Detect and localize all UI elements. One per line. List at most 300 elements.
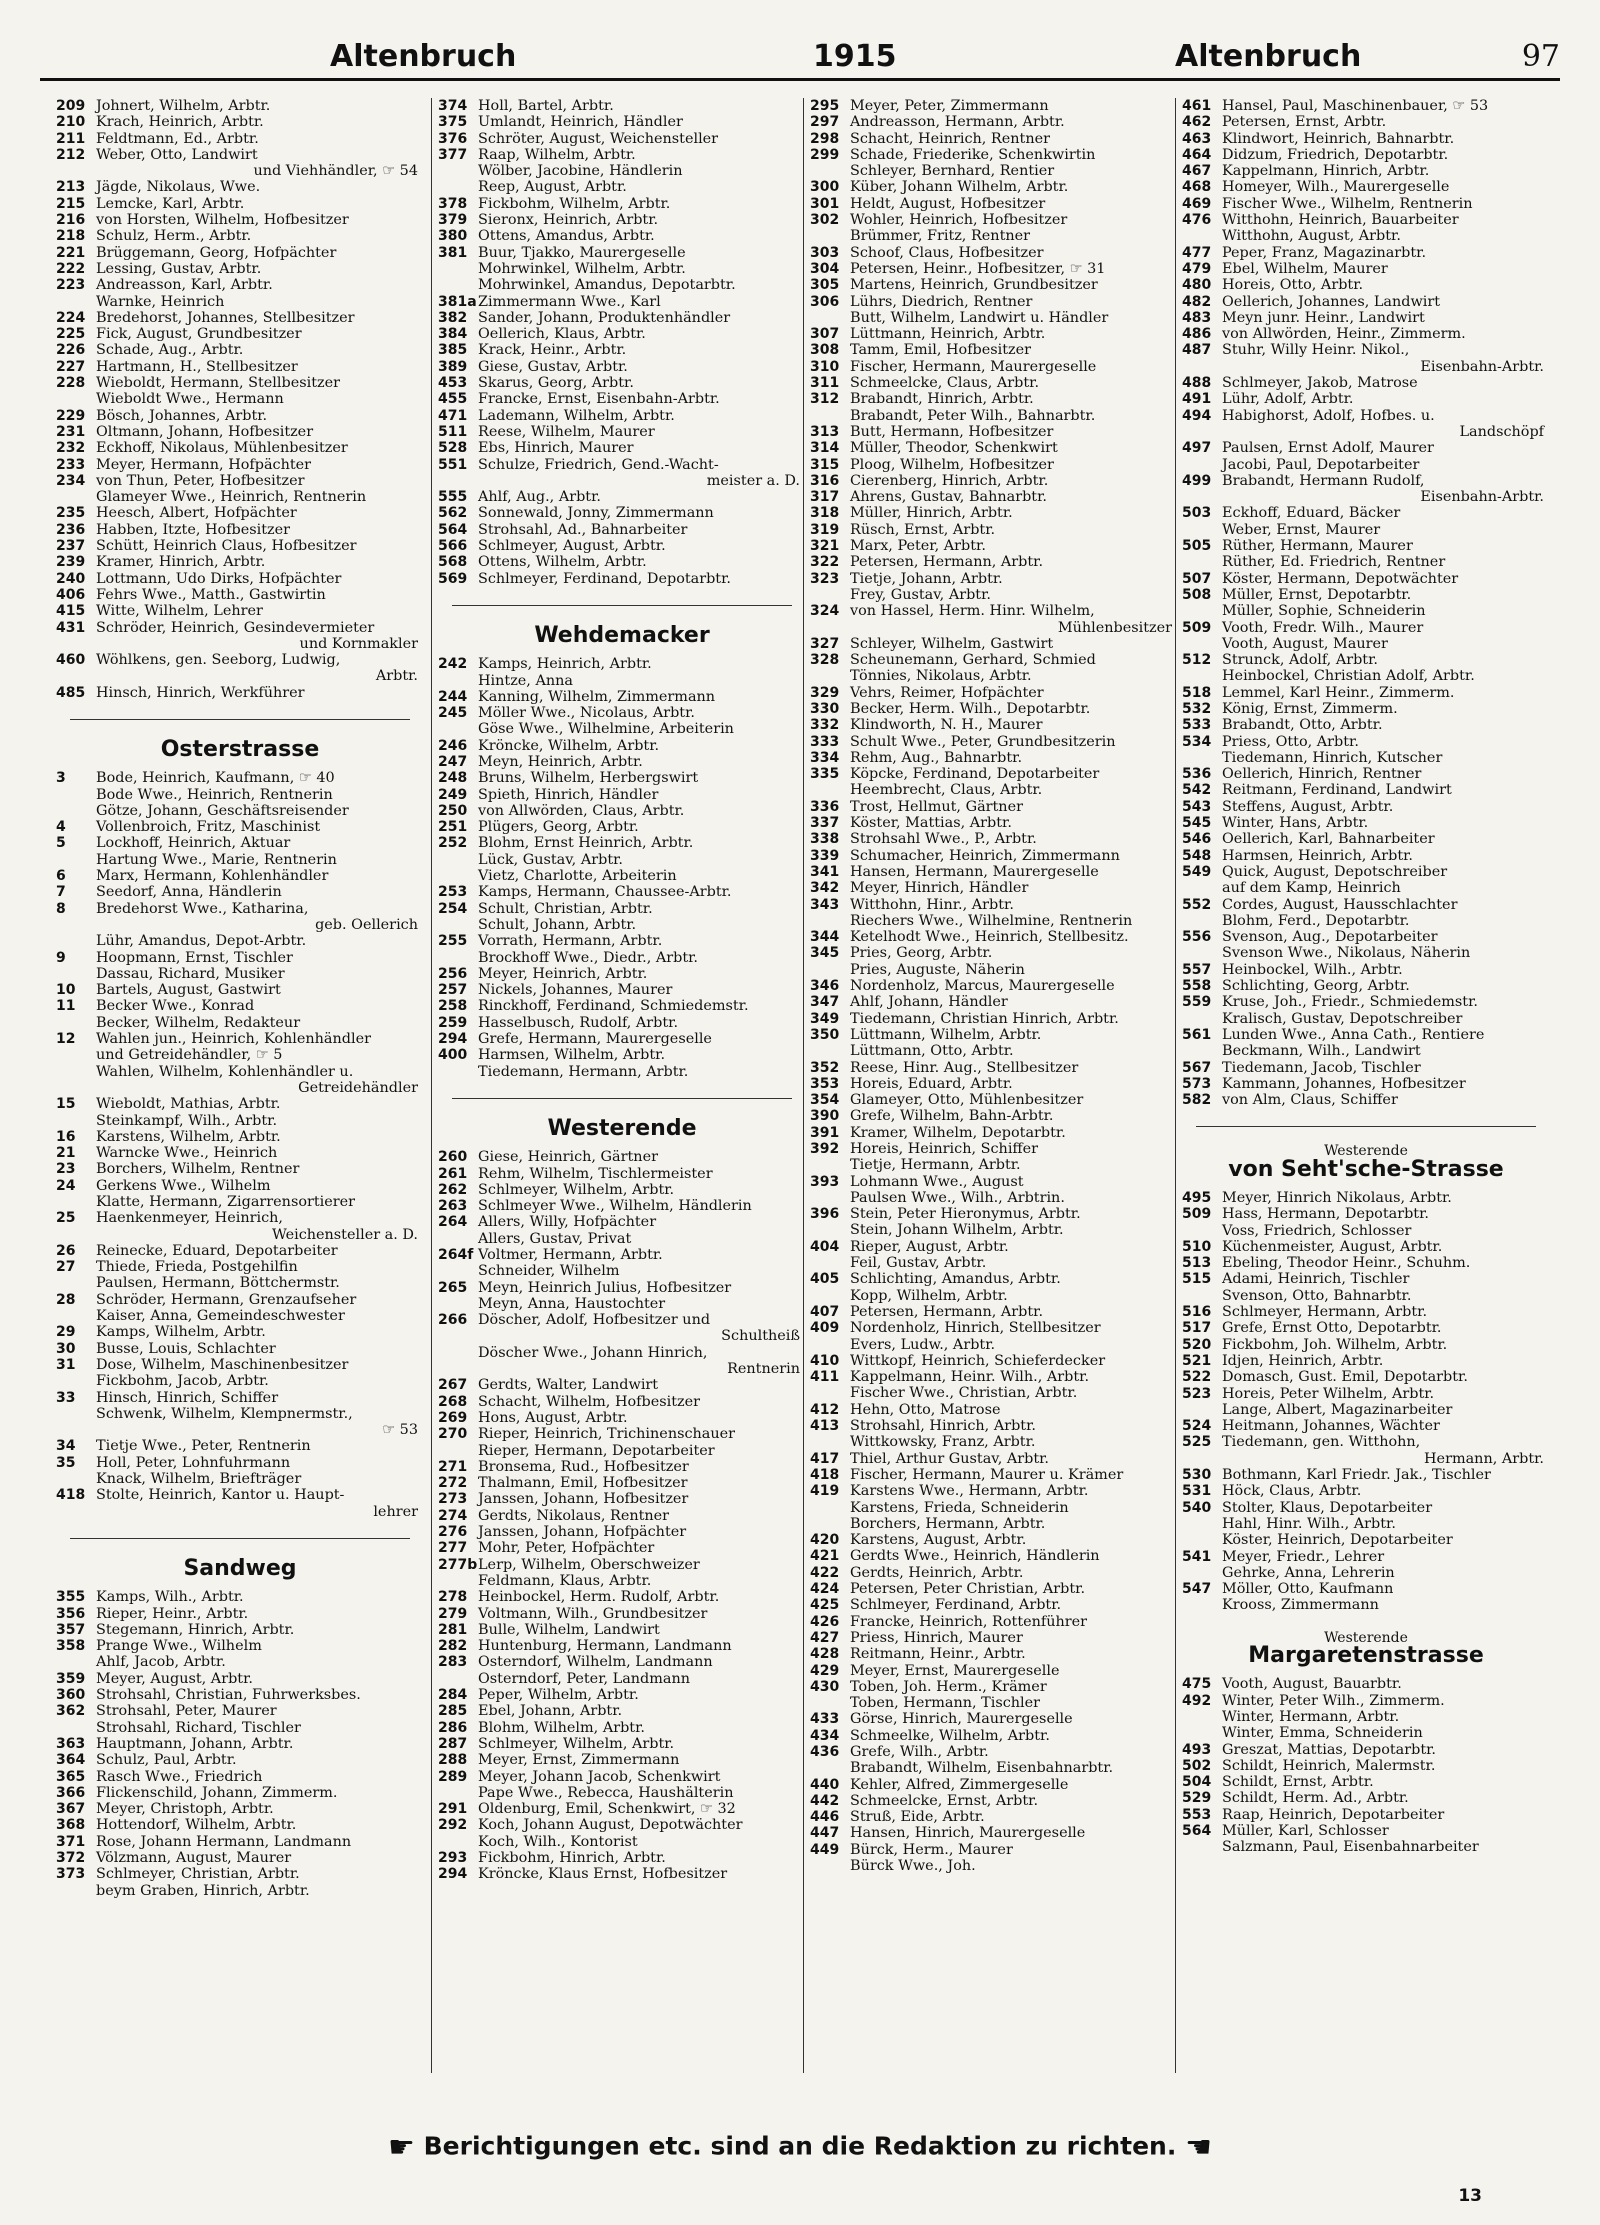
house-number: 381a xyxy=(438,293,477,310)
house-number: 289 xyxy=(438,1768,468,1785)
resident-text: Bartels, August, Gastwirt xyxy=(96,982,281,999)
house-number: 559 xyxy=(1182,994,1212,1011)
house-number: 262 xyxy=(438,1181,468,1198)
directory-entry xyxy=(438,1638,806,1654)
directory-entry xyxy=(56,1096,424,1112)
directory-entry xyxy=(1182,799,1550,815)
resident-text: Allers, Willy, Hofpächter xyxy=(478,1214,657,1231)
house-number: 546 xyxy=(1182,831,1212,848)
house-number: 334 xyxy=(810,749,840,766)
house-number: 310 xyxy=(810,358,840,375)
directory-entry-continued: Kaiser, Anna, Gemeindeschwester xyxy=(96,1308,345,1325)
directory-entry-continued: Lühr, Amandus, Depot-Arbtr. xyxy=(96,933,307,950)
resident-text: Rüsch, Ernst, Arbtr. xyxy=(850,521,996,538)
house-number: 469 xyxy=(1182,195,1212,212)
resident-text: Petersen, Ernst, Arbtr. xyxy=(1222,114,1387,131)
resident-text: Fehrs Wwe., Matth., Gastwirtin xyxy=(96,586,326,603)
directory-entry xyxy=(810,261,1178,277)
house-number: 295 xyxy=(810,98,840,114)
directory-entry xyxy=(810,929,1178,945)
resident-text: Raap, Wilhelm, Arbtr. xyxy=(478,146,636,163)
resident-text: Schütt, Heinrich Claus, Hofbesitzer xyxy=(96,538,357,555)
section-rule xyxy=(452,605,792,606)
directory-entry xyxy=(438,1214,806,1230)
house-number: 464 xyxy=(1182,146,1212,163)
house-number: 358 xyxy=(56,1638,86,1655)
house-number: 545 xyxy=(1182,815,1212,832)
directory-entry xyxy=(438,114,806,130)
house-number: 389 xyxy=(438,358,468,375)
directory-entry xyxy=(56,1178,424,1194)
directory-entry xyxy=(810,1239,1178,1255)
resident-text: König, Ernst, Zimmerm. xyxy=(1222,700,1398,717)
house-number: 335 xyxy=(810,766,840,783)
directory-entry xyxy=(1182,1337,1550,1353)
resident-text: Kramer, Hinrich, Arbtr. xyxy=(96,554,266,571)
resident-text: Hass, Hermann, Depotarbtr. xyxy=(1222,1206,1429,1223)
house-number: 516 xyxy=(1182,1304,1212,1321)
resident-text: Müller, Ernst, Depotarbtr. xyxy=(1222,586,1412,603)
resident-text: Marx, Hermann, Kohlenhändler xyxy=(96,868,329,885)
house-number: 352 xyxy=(810,1059,840,1076)
resident-text: Schlmeyer, Christian, Arbtr. xyxy=(96,1866,300,1883)
directory-entry xyxy=(810,1825,1178,1841)
directory-entry xyxy=(1182,391,1550,407)
house-number: 293 xyxy=(438,1849,468,1866)
directory-entry-continued: Kralisch, Gustav, Depotschreiber xyxy=(1222,1010,1463,1027)
resident-text: Lockhoff, Heinrich, Aktuar xyxy=(96,835,291,852)
directory-entry xyxy=(810,880,1178,896)
resident-text: Ottens, Wilhelm, Arbtr. xyxy=(478,554,647,571)
house-number: 34 xyxy=(56,1438,76,1455)
directory-entry xyxy=(438,1149,806,1165)
directory-entry-continued: Götze, Johann, Geschäftsreisender xyxy=(96,802,349,819)
house-number: 303 xyxy=(810,244,840,261)
house-number: 476 xyxy=(1182,212,1212,229)
directory-entry xyxy=(438,522,806,538)
resident-text: Strohsahl Wwe., P., Arbtr. xyxy=(850,831,1037,848)
directory-entry-continued: Ahlf, Jacob, Arbtr. xyxy=(96,1654,226,1671)
house-number: 534 xyxy=(1182,733,1212,750)
house-number: 405 xyxy=(810,1271,840,1288)
resident-text: Meyer, Christoph, Arbtr. xyxy=(96,1801,274,1818)
resident-text: Schoof, Claus, Hofbesitzer xyxy=(850,244,1044,261)
resident-text: Zimmermann Wwe., Karl xyxy=(478,293,661,310)
directory-entry xyxy=(56,261,424,277)
directory-entry xyxy=(56,901,424,917)
directory-entry xyxy=(810,1451,1178,1467)
directory-entry-continued: Gehrke, Anna, Lehrerin xyxy=(1222,1564,1395,1581)
directory-entry-continued: Feldmann, Klaus, Arbtr. xyxy=(478,1572,652,1589)
house-number: 391 xyxy=(810,1124,840,1141)
directory-entry-continued: Köster, Heinrich, Depotarbeiter xyxy=(1222,1532,1453,1549)
directory-entry xyxy=(810,652,1178,668)
resident-text: Reese, Hinr. Aug., Stellbesitzer xyxy=(850,1059,1079,1076)
directory-entry-continued: Bürck Wwe., Joh. xyxy=(850,1858,976,1875)
resident-text: Gerdts, Walter, Landwirt xyxy=(478,1377,659,1394)
directory-entry-continued: Brabandt, Peter Wilh., Bahnarbtr. xyxy=(850,407,1096,424)
resident-text: von Alm, Claus, Schiffer xyxy=(1222,1092,1398,1109)
resident-text: Schlmeyer Wwe., Wilhelm, Händlerin xyxy=(478,1198,752,1215)
house-number: 30 xyxy=(56,1340,76,1357)
directory-entry xyxy=(56,982,424,998)
directory-entry xyxy=(438,408,806,424)
resident-text: Voltmer, Hermann, Arbtr. xyxy=(478,1247,663,1263)
resident-text: Vooth, Fredr. Wilh., Maurer xyxy=(1222,619,1424,636)
house-number: 513 xyxy=(1182,1255,1212,1272)
directory-entry xyxy=(1182,538,1550,554)
directory-entry xyxy=(438,901,806,917)
directory-entry-continued: Frey, Gustav, Arbtr. xyxy=(850,586,991,603)
directory-entry xyxy=(438,342,806,358)
resident-text: Flickenschild, Johann, Zimmerm. xyxy=(96,1784,338,1801)
directory-entry-continued: Karstens, Frieda, Schneiderin xyxy=(850,1499,1069,1516)
pointing-hand-left-icon: ☚ xyxy=(1185,2130,1212,2165)
directory-entry xyxy=(810,1711,1178,1727)
resident-text: Ahlf, Johann, Händler xyxy=(850,994,1008,1011)
directory-entry xyxy=(1182,701,1550,717)
directory-entry xyxy=(1182,782,1550,798)
resident-text: Schacht, Wilhelm, Hofbesitzer xyxy=(478,1393,700,1410)
resident-text: Bruns, Wilhelm, Herbergswirt xyxy=(478,770,699,787)
directory-entry xyxy=(56,408,424,424)
directory-entry xyxy=(1182,1807,1550,1823)
directory-entry-continued: Steinkampf, Wilh., Arbtr. xyxy=(96,1112,278,1129)
directory-entry xyxy=(438,1850,806,1866)
resident-text: Priess, Otto, Arbtr. xyxy=(1222,733,1359,750)
resident-text: Horeis, Peter Wilhelm, Arbtr. xyxy=(1222,1385,1435,1402)
resident-text: Schlichting, Georg, Arbtr. xyxy=(1222,978,1410,995)
directory-entry-continued: beym Graben, Hinrich, Arbtr. xyxy=(96,1882,310,1899)
resident-text: Lüttmann, Heinrich, Arbtr. xyxy=(850,326,1046,343)
directory-entry xyxy=(438,326,806,342)
directory-entry-continued: Stein, Johann Wilhelm, Arbtr. xyxy=(850,1222,1064,1239)
house-number: 342 xyxy=(810,880,840,897)
house-number: 305 xyxy=(810,277,840,294)
house-number: 23 xyxy=(56,1161,76,1178)
house-number: 487 xyxy=(1182,342,1212,359)
directory-entry xyxy=(810,766,1178,782)
house-number: 467 xyxy=(1182,163,1212,180)
resident-text: Sieronx, Heinrich, Arbtr. xyxy=(478,212,659,229)
house-number: 505 xyxy=(1182,538,1212,555)
directory-entry xyxy=(438,1377,806,1393)
house-number: 302 xyxy=(810,212,840,229)
section-rule xyxy=(452,1098,792,1099)
directory-entry xyxy=(810,196,1178,212)
house-number: 338 xyxy=(810,831,840,848)
resident-text: Krach, Heinrich, Arbtr. xyxy=(96,114,264,131)
street-heading: Margaretenstrasse xyxy=(1248,1643,1484,1669)
directory-entry xyxy=(438,554,806,570)
resident-text: Völzmann, August, Maurer xyxy=(96,1849,292,1866)
directory-entry xyxy=(810,1369,1178,1385)
resident-text: Schröder, Heinrich, Gesindevermieter xyxy=(96,619,375,636)
directory-entry-continued: Reep, August, Arbtr. xyxy=(478,179,627,196)
directory-entry-continued: Mohrwinkel, Amandus, Depotarbtr. xyxy=(478,277,736,294)
street-subheading: Westerende xyxy=(1324,1143,1408,1160)
house-number: 256 xyxy=(438,965,468,982)
resident-text: Krack, Heinr., Arbtr. xyxy=(478,342,627,359)
house-number: 291 xyxy=(438,1801,468,1818)
resident-text: Ebel, Johann, Arbtr. xyxy=(478,1703,623,1720)
directory-entry xyxy=(438,1459,806,1475)
resident-text: Vooth, August, Bauarbtr. xyxy=(1222,1676,1402,1693)
resident-text: Rieper, Heinrich, Trichinenschauer xyxy=(478,1426,736,1443)
resident-text: Haenkenmeyer, Heinrich, xyxy=(96,1210,283,1227)
resident-text: Giese, Gustav, Arbtr. xyxy=(478,358,628,375)
directory-entry xyxy=(438,457,806,473)
resident-text: Osterndorf, Wilhelm, Landmann xyxy=(478,1654,713,1671)
resident-text: Bothmann, Karl Friedr. Jak., Tischler xyxy=(1222,1467,1491,1484)
resident-text: Brabandt, Hermann Rudolf, xyxy=(1222,472,1425,489)
house-number: 12 xyxy=(56,1031,76,1048)
directory-entry-continued: Feil, Gustav, Arbtr. xyxy=(850,1255,987,1272)
resident-text: Meyn, Heinrich Julius, Hofbesitzer xyxy=(478,1279,732,1296)
resident-text: Bredehorst, Johannes, Stellbesitzer xyxy=(96,309,355,326)
directory-entry xyxy=(810,1809,1178,1825)
house-number: 434 xyxy=(810,1727,840,1744)
resident-text: Meyer, Peter, Zimmermann xyxy=(850,98,1049,114)
resident-text: Nordenholz, Marcus, Maurergeselle xyxy=(850,978,1115,995)
house-number: 218 xyxy=(56,228,86,245)
directory-entry-continued: Wahlen, Wilhelm, Kohlenhändler u. xyxy=(96,1063,354,1080)
directory-entry xyxy=(1182,962,1550,978)
resident-text: Ahlf, Aug., Arbtr. xyxy=(478,489,601,506)
directory-entry-continued: Svenson, Otto, Bahnarbtr. xyxy=(1222,1287,1412,1304)
house-number: 425 xyxy=(810,1597,840,1614)
directory-entry xyxy=(810,1027,1178,1043)
house-number: 327 xyxy=(810,635,840,652)
directory-entry xyxy=(438,1031,806,1047)
directory-entry xyxy=(1182,1418,1550,1434)
resident-text: von Hassel, Herm. Hinr. Wilhelm, xyxy=(850,603,1095,620)
house-number: 21 xyxy=(56,1145,76,1162)
house-number: 317 xyxy=(810,489,840,506)
directory-entry xyxy=(1182,1076,1550,1092)
resident-text: Möller Wwe., Nicolaus, Arbtr. xyxy=(478,705,695,722)
directory-entry xyxy=(810,538,1178,554)
house-number: 378 xyxy=(438,195,468,212)
directory-entry xyxy=(438,1687,806,1703)
house-number: 264 xyxy=(438,1214,468,1231)
house-number: 236 xyxy=(56,521,86,538)
directory-entry-continued: Lange, Albert, Magazinarbeiter xyxy=(1222,1401,1453,1418)
resident-text: Habighorst, Adolf, Hofbes. u. xyxy=(1222,407,1435,424)
house-number: 447 xyxy=(810,1825,840,1842)
directory-entry xyxy=(810,978,1178,994)
house-number: 491 xyxy=(1182,391,1212,408)
directory-entry xyxy=(810,457,1178,473)
directory-entry xyxy=(1182,440,1550,456)
directory-entry xyxy=(810,734,1178,750)
resident-text: Grefe, Ernst Otto, Depotarbtr. xyxy=(1222,1320,1442,1337)
directory-entry-continued: Pries, Auguste, Näherin xyxy=(850,961,1025,978)
resident-text: Schult, Christian, Arbtr. xyxy=(478,900,653,917)
house-number: 278 xyxy=(438,1589,468,1606)
resident-text: Raap, Heinrich, Depotarbeiter xyxy=(1222,1806,1445,1823)
house-number: 573 xyxy=(1182,1075,1212,1092)
resident-text: Domasch, Gust. Emil, Depotarbtr. xyxy=(1222,1369,1468,1386)
resident-text: Winter, Hans, Arbtr. xyxy=(1222,815,1369,832)
resident-text: Warncke Wwe., Heinrich xyxy=(96,1145,278,1162)
house-number: 529 xyxy=(1182,1790,1212,1807)
column-divider xyxy=(803,98,804,2073)
resident-text: Fischer, Hermann, Maurergeselle xyxy=(850,358,1097,375)
house-number: 276 xyxy=(438,1524,468,1541)
house-number: 324 xyxy=(810,603,840,620)
directory-column-1 xyxy=(56,98,424,2078)
resident-text: Petersen, Peter Christian, Arbtr. xyxy=(850,1581,1086,1598)
resident-text: Wahlen jun., Heinrich, Kohlenhändler xyxy=(96,1031,371,1048)
resident-text: Vehrs, Reimer, Hofpächter xyxy=(850,684,1044,701)
resident-text: Fischer Wwe., Wilhelm, Rentnerin xyxy=(1222,195,1473,212)
house-number: 426 xyxy=(810,1613,840,1630)
house-number: 33 xyxy=(56,1389,76,1406)
house-number: 259 xyxy=(438,1014,468,1031)
directory-entry xyxy=(438,689,806,705)
directory-entry xyxy=(56,819,424,835)
directory-entry xyxy=(1182,196,1550,212)
directory-entry-wrap: ☞ 53 xyxy=(382,1422,418,1439)
house-number: 494 xyxy=(1182,407,1212,424)
resident-text: Hons, August, Arbtr. xyxy=(478,1409,628,1426)
directory-column-2 xyxy=(438,98,806,2078)
directory-entry xyxy=(438,131,806,147)
house-number: 362 xyxy=(56,1703,86,1720)
directory-entry xyxy=(438,1654,806,1670)
directory-entry-continued: Wölber, Jacobine, Händlerin xyxy=(478,163,683,180)
house-number: 10 xyxy=(56,982,76,999)
house-number: 390 xyxy=(810,1108,840,1125)
directory-entry xyxy=(56,1259,424,1275)
resident-text: Heesch, Albert, Hofpächter xyxy=(96,505,297,522)
resident-text: Ploog, Wilhelm, Hofbesitzer xyxy=(850,456,1054,473)
house-number: 564 xyxy=(1182,1822,1212,1839)
directory-entry xyxy=(1182,1369,1550,1385)
directory-entry-continued: Schult, Johann, Arbtr. xyxy=(478,916,637,933)
directory-entry-continued: Pape Wwe., Rebecca, Haushälterin xyxy=(478,1784,734,1801)
directory-entry xyxy=(1182,1320,1550,1336)
house-number: 313 xyxy=(810,423,840,440)
directory-entry xyxy=(810,1320,1178,1336)
resident-text: Schmeelcke, Ernst, Arbtr. xyxy=(850,1792,1039,1809)
resident-text: Eckhoff, Nikolaus, Mühlenbesitzer xyxy=(96,440,348,457)
directory-entry xyxy=(1182,98,1550,114)
resident-text: Müller, Hinrich, Arbtr. xyxy=(850,505,1013,522)
house-number: 509 xyxy=(1182,1206,1212,1223)
resident-text: Grefe, Wilhelm, Bahn-Arbtr. xyxy=(850,1108,1054,1125)
house-number: 252 xyxy=(438,835,468,852)
house-number: 400 xyxy=(438,1047,468,1064)
directory-entry-continued: Vooth, August, Maurer xyxy=(1222,635,1388,652)
house-number: 229 xyxy=(56,407,86,424)
directory-entry xyxy=(810,1842,1178,1858)
house-number: 274 xyxy=(438,1507,468,1524)
house-number: 297 xyxy=(810,114,840,131)
directory-entry xyxy=(438,147,806,163)
house-number: 277b xyxy=(438,1556,478,1573)
house-number: 355 xyxy=(56,1589,86,1606)
resident-text: Karstens Wwe., Hermann, Arbtr. xyxy=(850,1483,1089,1500)
street-heading: Westerende xyxy=(547,1115,697,1141)
resident-text: Rehm, Aug., Bahnarbtr. xyxy=(850,749,1023,766)
resident-text: Nordenholz, Hinrich, Stellbesitzer xyxy=(850,1320,1101,1337)
directory-entry xyxy=(1182,114,1550,130)
directory-entry-wrap: und Kornmakler xyxy=(299,635,418,652)
house-number: 330 xyxy=(810,700,840,717)
section-rule xyxy=(1196,1126,1536,1127)
directory-entry xyxy=(56,114,424,130)
house-number: 468 xyxy=(1182,179,1212,196)
resident-text: Becker, Herm. Wilh., Depotarbtr. xyxy=(850,700,1091,717)
resident-text: Gerdts, Heinrich, Arbtr. xyxy=(850,1564,1024,1581)
directory-entry xyxy=(1182,1549,1550,1565)
directory-entry xyxy=(438,1410,806,1426)
resident-text: Giese, Heinrich, Gärtner xyxy=(478,1149,658,1166)
resident-text: Fick, August, Grundbesitzer xyxy=(96,326,302,343)
house-number: 269 xyxy=(438,1409,468,1426)
directory-entry xyxy=(438,1247,806,1263)
directory-entry xyxy=(1182,1206,1550,1222)
directory-entry xyxy=(1182,408,1550,424)
resident-text: Fickbohm, Wilhelm, Arbtr. xyxy=(478,195,671,212)
directory-entry-continued: Tönnies, Nikolaus, Arbtr. xyxy=(850,668,1032,685)
directory-entry-continued: Weber, Ernst, Maurer xyxy=(1222,521,1381,538)
directory-entry-continued: Brümmer, Fritz, Rentner xyxy=(850,228,1031,245)
house-number: 287 xyxy=(438,1735,468,1752)
directory-entry-continued: Schleyer, Bernhard, Rentier xyxy=(850,163,1055,180)
house-number: 363 xyxy=(56,1735,86,1752)
directory-entry xyxy=(1182,1676,1550,1692)
street-subheading: Westerende xyxy=(1324,1629,1408,1646)
directory-entry xyxy=(810,1597,1178,1613)
resident-text: Holl, Peter, Lohnfuhrmann xyxy=(96,1454,291,1471)
house-number: 502 xyxy=(1182,1757,1212,1774)
house-number: 541 xyxy=(1182,1548,1212,1565)
house-number: 213 xyxy=(56,179,86,196)
directory-entry xyxy=(810,1663,1178,1679)
house-number: 304 xyxy=(810,260,840,277)
directory-entry xyxy=(438,424,806,440)
resident-text: Heitmann, Johannes, Wächter xyxy=(1222,1418,1440,1435)
house-number: 492 xyxy=(1182,1692,1212,1709)
directory-entry xyxy=(810,1125,1178,1141)
resident-text: Janssen, Johann, Hofpächter xyxy=(478,1524,687,1541)
resident-text: Kramer, Wilhelm, Depotarbtr. xyxy=(850,1124,1066,1141)
directory-entry xyxy=(1182,1271,1550,1287)
directory-entry xyxy=(438,1166,806,1182)
directory-entry xyxy=(810,212,1178,228)
directory-entry xyxy=(438,375,806,391)
resident-text: Ebeling, Theodor Heinr., Schuhm. xyxy=(1222,1255,1471,1272)
house-number: 431 xyxy=(56,619,86,636)
street-heading: Osterstrasse xyxy=(160,736,320,762)
house-number: 247 xyxy=(438,753,468,770)
house-number: 16 xyxy=(56,1128,76,1145)
resident-text: Schildt, Herm. Ad., Arbtr. xyxy=(1222,1790,1409,1807)
directory-entry-continued: Glameyer Wwe., Heinrich, Rentnerin xyxy=(96,489,367,506)
directory-entry-continued: Borchers, Hermann, Arbtr. xyxy=(850,1515,1046,1532)
house-number: 4 xyxy=(56,819,66,836)
house-number: 381 xyxy=(438,244,468,261)
directory-entry xyxy=(1182,294,1550,310)
resident-text: Wöhlkens, gen. Seeborg, Ludwig, xyxy=(96,652,341,669)
house-number: 543 xyxy=(1182,798,1212,815)
resident-text: Schlmeyer, Ferdinand, Arbtr. xyxy=(850,1597,1062,1614)
house-number: 442 xyxy=(810,1792,840,1809)
directory-entry xyxy=(438,705,806,721)
